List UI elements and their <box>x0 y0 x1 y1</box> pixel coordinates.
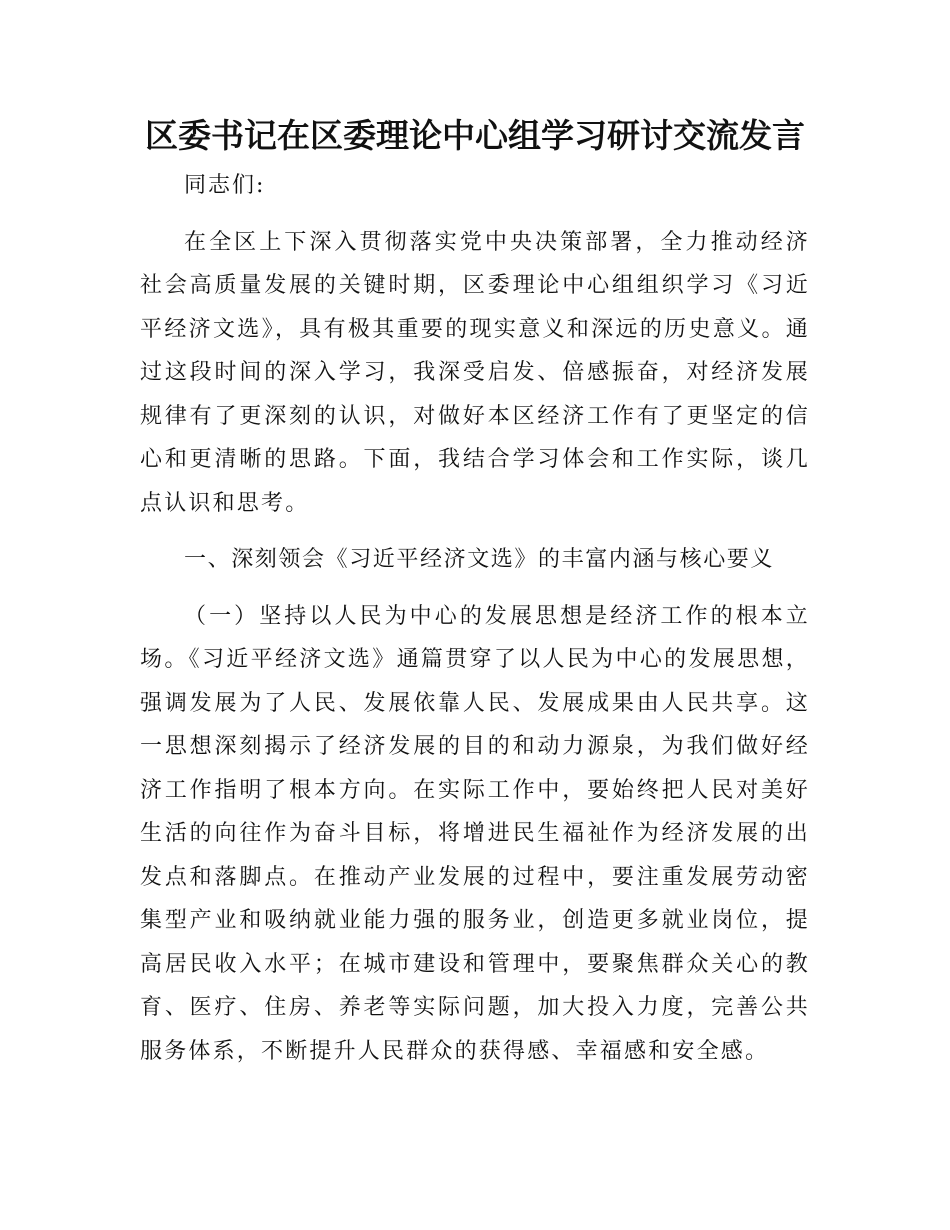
section-heading: 一、深刻领会《习近平经济文选》的丰富内涵与核心要义 <box>184 547 775 572</box>
subsection-paragraph: （一）坚持以人民为中心的发展思想是经济工作的根本立场。《习近平经济文选》通篇贯穿了以人民为中心的发展思想，强调发展为了人民、发展依靠人民、发展成果由人民共享。这一思想深刻揭示了经济发展的目的和动力源泉，为我们做好经济工作指明了根本方向。在实际工作中，要始终把人民对美好生活的向往作为奋斗目标，将增进民生福祉作为经济发展的出发点和落脚点。在推动产业发展的过程中，要注重发展劳动密集型产业和吸纳就业能力强的服务业，创造更多就业岗位，提高居民收入水平；在城市建设和管理中，要聚焦群众关心的教育、医疗、住房、养老等实际问题，加大投入力度，完善公共服务体系，不断提升人民群众的获得感、幸福感和安全感。 <box>140 603 810 1064</box>
intro-paragraph: 在全区上下深入贯彻落实党中央决策部署，全力推动经济社会高质量发展的关键时期，区委理论中心组组织学习《习近平经济文选》，具有极其重要的现实意义和深远的历史意义。通过这段时间的深入学习，我深受启发、倍感振奋，对经济发展规律有了更深刻的认识，对做好本区经济工作有了更坚定的信心和更清晰的思路。下面，我结合学习体会和工作实际，谈几点认识和思考。 <box>140 229 810 516</box>
greeting: 同志们: <box>184 173 266 198</box>
document-body <box>140 164 810 1073</box>
document-title: 区委书记在区委理论中心组学习研讨交流发言 <box>145 116 805 155</box>
